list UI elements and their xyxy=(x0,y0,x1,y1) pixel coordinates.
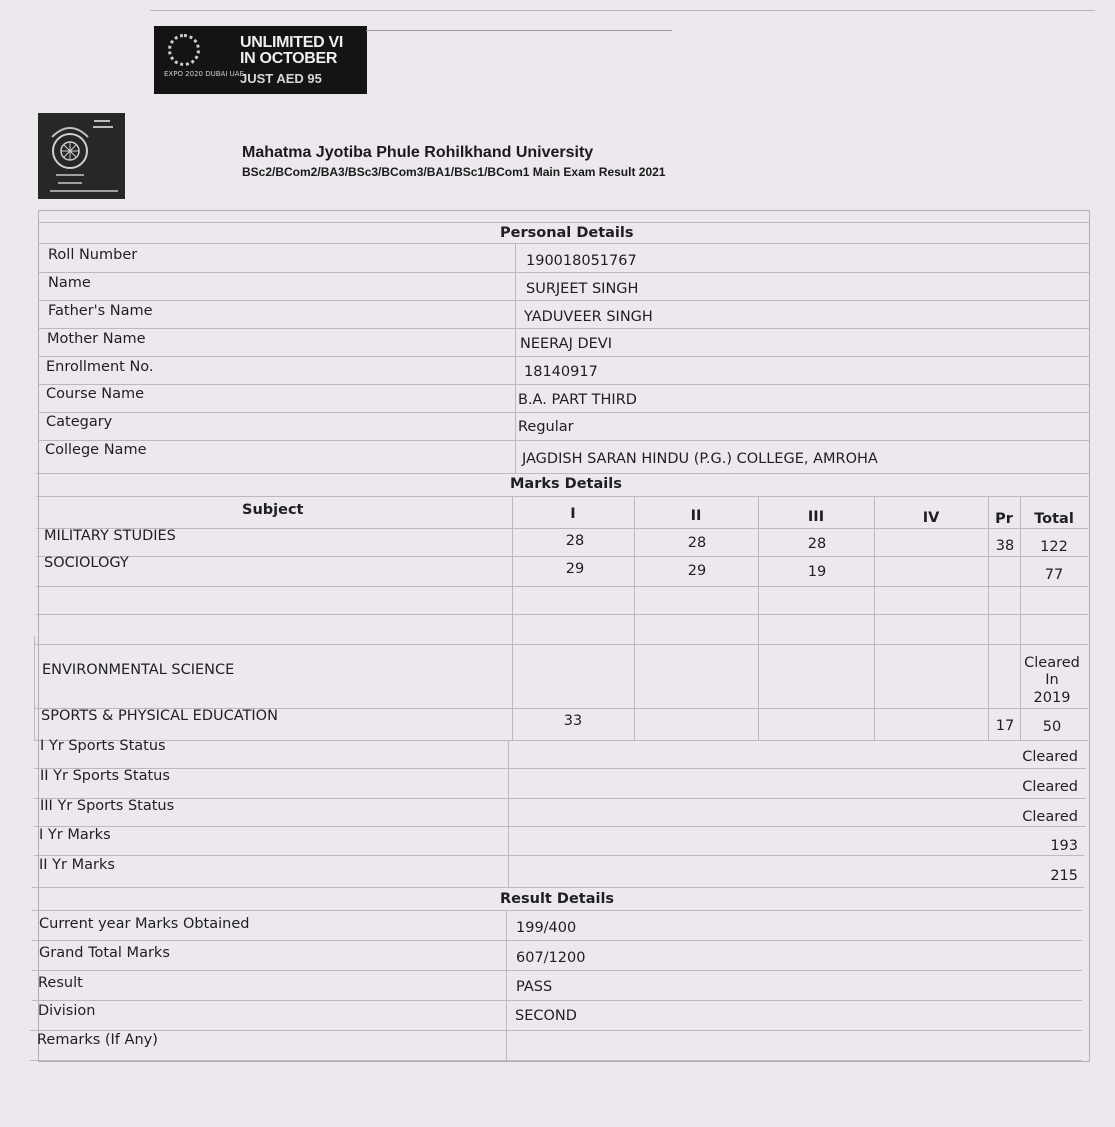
course-name-label: Course Name xyxy=(46,386,145,402)
total-status-line-2: In xyxy=(1045,672,1059,688)
status-value: 193 xyxy=(1050,838,1078,854)
column-divider xyxy=(874,496,875,740)
university-seal-icon xyxy=(38,113,125,199)
row-border xyxy=(34,636,35,740)
column-divider xyxy=(506,910,507,1060)
paper-1-marks: 29 xyxy=(565,561,585,577)
subject-name: SOCIOLOGY xyxy=(44,555,129,571)
total-status-line-3: 2019 xyxy=(1033,690,1071,706)
rule xyxy=(34,768,1086,769)
mother-name-value: NEERAJ DEVI xyxy=(520,336,612,352)
rule xyxy=(32,887,1084,888)
rule xyxy=(32,1000,1082,1001)
status-value: Cleared xyxy=(1022,749,1078,765)
name-label: Name xyxy=(48,275,91,291)
status-label: I Yr Sports Status xyxy=(40,738,166,754)
roll-number-label: Roll Number xyxy=(48,247,138,263)
column-divider xyxy=(508,740,509,888)
subject-name: MILITARY STUDIES xyxy=(44,528,176,544)
ad-headline-1: UNLIMITED VI xyxy=(240,34,344,51)
total-marks: 50 xyxy=(1042,719,1062,735)
practical-marks: 17 xyxy=(995,718,1015,734)
paper-1-column-header: I xyxy=(570,506,576,522)
rule xyxy=(38,440,1090,441)
status-label: I Yr Marks xyxy=(39,827,111,843)
result-status: PASS xyxy=(516,979,553,995)
rule xyxy=(36,528,1088,529)
rule xyxy=(34,644,1088,645)
practical-marks: 38 xyxy=(995,538,1015,554)
subject-name: ENVIRONMENTAL SCIENCE xyxy=(42,662,235,678)
ad-rule xyxy=(366,30,672,31)
top-rule xyxy=(150,10,1095,11)
result-label: Current year Marks Obtained xyxy=(39,916,250,932)
subject-column-header: Subject xyxy=(242,502,304,518)
total-column-header: Total xyxy=(1034,511,1074,527)
personal-details-heading: Personal Details xyxy=(500,225,634,241)
rule xyxy=(36,586,1088,587)
status-label: II Yr Sports Status xyxy=(40,768,170,784)
column-divider xyxy=(758,496,759,740)
college-name-value: JAGDISH SARAN HINDU (P.G.) COLLEGE, AMROHA xyxy=(522,451,878,467)
paper-4-column-header: IV xyxy=(922,510,940,526)
university-name: Mahatma Jyotiba Phule Rohilkhand University xyxy=(242,144,594,161)
rule xyxy=(34,740,1088,741)
result-label: Grand Total Marks xyxy=(39,945,170,961)
mother-name-label: Mother Name xyxy=(47,331,146,347)
roll-number-value: 190018051767 xyxy=(526,253,637,269)
course-name-value: B.A. PART THIRD xyxy=(518,392,637,408)
rule xyxy=(38,272,1090,273)
name-value: SURJEET SINGH xyxy=(526,281,639,297)
status-label: II Yr Marks xyxy=(39,857,115,873)
expo-logo-text: EXPO 2020 DUBAI UAE xyxy=(164,70,244,78)
total-marks: 122 xyxy=(1040,539,1068,555)
result-value: 607/1200 xyxy=(516,950,586,966)
rule xyxy=(34,826,1086,827)
rule xyxy=(38,328,1090,329)
status-value: 215 xyxy=(1050,868,1078,884)
paper-3-marks: 19 xyxy=(807,564,827,580)
rule xyxy=(38,412,1090,413)
paper-1-marks: 28 xyxy=(565,533,585,549)
expo-advertisement[interactable] xyxy=(154,26,367,94)
exam-title: BSc2/BCom2/BA3/BSc3/BCom3/BA1/BSc1/BCom1 Main Exam Result 2021 xyxy=(242,165,666,179)
result-label: Division xyxy=(38,1003,96,1019)
total-marks: 77 xyxy=(1044,567,1064,583)
total-status-line-1: Cleared xyxy=(1024,655,1080,671)
result-label: Result xyxy=(38,975,83,991)
subject-name: SPORTS & PHYSICAL EDUCATION xyxy=(41,708,278,724)
paper-3-marks: 28 xyxy=(807,536,827,552)
marks-details-heading: Marks Details xyxy=(510,476,622,492)
rule xyxy=(34,798,1086,799)
college-name-label: College Name xyxy=(45,442,147,458)
rule xyxy=(36,496,1088,497)
rule xyxy=(38,243,1090,244)
rule xyxy=(38,384,1090,385)
ad-headline-2: IN OCTOBER xyxy=(240,50,338,67)
division-value: SECOND xyxy=(515,1008,577,1024)
category-label: Categary xyxy=(46,414,113,430)
status-value: Cleared xyxy=(1022,779,1078,795)
rule xyxy=(38,356,1090,357)
column-divider xyxy=(988,496,989,740)
rule xyxy=(38,222,1090,223)
expo-logo-icon xyxy=(168,34,200,66)
rule xyxy=(38,300,1090,301)
enrollment-label: Enrollment No. xyxy=(46,359,154,375)
status-label: III Yr Sports Status xyxy=(40,798,175,814)
paper-2-marks: 28 xyxy=(687,535,707,551)
rule xyxy=(30,1030,1082,1031)
result-label: Remarks (If Any) xyxy=(37,1032,158,1048)
fathers-name-label: Father's Name xyxy=(48,303,153,319)
column-divider xyxy=(515,243,516,473)
paper-3-column-header: III xyxy=(807,509,825,525)
ad-price: JUST AED 95 xyxy=(240,71,322,86)
fathers-name-value: YADUVEER SINGH xyxy=(524,309,653,325)
result-value: 199/400 xyxy=(516,920,577,936)
paper-2-marks: 29 xyxy=(687,563,707,579)
rule xyxy=(36,614,1088,615)
enrollment-value: 18140917 xyxy=(524,364,598,380)
paper-2-column-header: II xyxy=(690,508,702,524)
rule xyxy=(32,970,1082,971)
paper-1-marks: 33 xyxy=(563,713,583,729)
rule xyxy=(32,940,1082,941)
status-value: Cleared xyxy=(1022,809,1078,825)
rule xyxy=(36,556,1088,557)
rule xyxy=(32,910,1082,911)
category-value: Regular xyxy=(518,419,574,435)
result-details-heading: Result Details xyxy=(500,891,615,907)
rule xyxy=(36,473,1090,474)
practical-column-header: Pr xyxy=(995,511,1013,527)
rule xyxy=(30,1060,1082,1061)
rule xyxy=(34,855,1084,856)
